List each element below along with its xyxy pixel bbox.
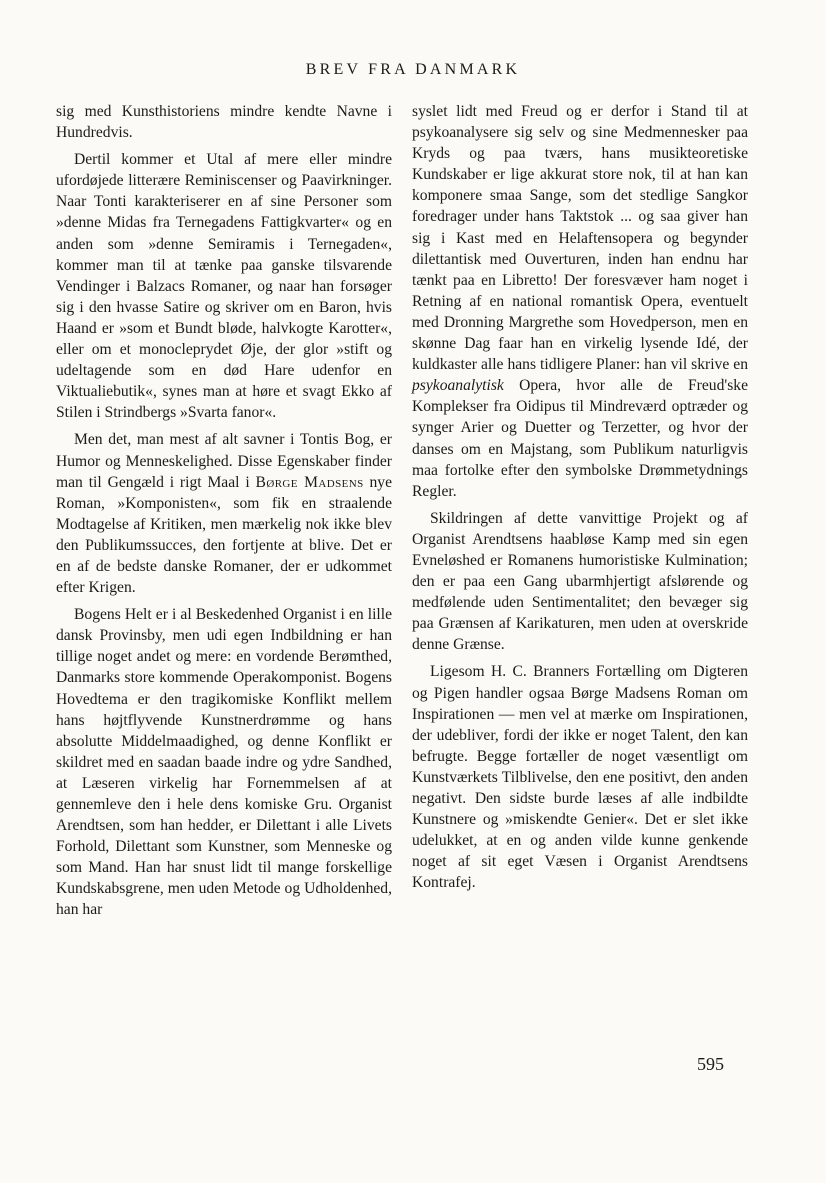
paragraph: Bogens Helt er i al Beskedenhed Organist i en lille dansk Provinsby, men udi egen Indbildning er han tillige noget andet og mere: en vordende Berømthed, Danmarks store kommende Operakomponist. Bogens Hovedtema er den tragikomiske Konflikt mellem hans højtflyvende Kunstnerdrømme og hans absolutte Middelmaadighed, og denne Konflikt er skildret med en saadan baade indre og ydre Sandhed, at Læseren virkelig har Fornemmelsen af at gennemleve den i hele dens komiske Gru. Organist Arendtsen, som han hedder, er Dilettant i alle Livets Forhold, Dilettant som Kunstner, som Menneske og som Mand. Han har snust lidt til mange forskellige Kundskabsgrene, men uden Metode og Udholdenhed, han har — [56, 606, 392, 919]
author-name: Børge Madsens — [255, 473, 364, 491]
page-number: 595 — [697, 1054, 724, 1074]
paragraph-text: syslet lidt med Freud og er derfor i Stand til at psykoanalysere sig selv og sine Medmennesker paa Kryds og paa tværs, hans musikteoretiske Kundskaber er lige akkurat store nok, til at han kan komponere smaa Sange, som det stedlige Sangkor foredrager under hans Taktstok ... og saa giver han sig i Kast med en Helaftensopera og begynder dilettantisk med Ouverturen, inden han endnu har tænkt paa en Libretto! Der foresvæver ham noget i Retning af en national romantisk Opera, eventuelt med Dronning Margrethe som Hovedperson, men en skønne Dag faar han en virkelig lysende Idé, der kuldkaster alle hans tidligere Planer: han vil skrive en — [412, 103, 748, 374]
paragraph: sig med Kunsthistoriens mindre kendte Navne i Hundredvis. — [56, 103, 392, 142]
paragraph — [412, 101, 748, 502]
paragraph-text: nye Roman, »Komponisten«, som fik en straalende Modtagelse af Kritiken, men mærkelig nok ikke blev den Publikumssucces, den fortjente at blive. Det er en af de bedste danske Romaner, der er udkommet efter Krigen. — [56, 473, 392, 597]
paragraph — [56, 429, 392, 598]
right-column — [412, 101, 748, 899]
paragraph: Dertil kommer et Utal af mere eller mindre ufordøjede litterære Reminiscenser og Paavirkninger. Naar Tonti karakteriserer en af sine Personer som »denne Midas fra Ternegadens Fattigkvarter« og en anden som »denne Semiramis i Ternegaden«, kommer man til at tænke paa ganske tilsvarende Vendinger i Balzacs Romaner, og naar han forsøger sig i den hvasse Satire og skriver om en Baron, hvis Haand er »som et Bundt bløde, halvkogte Karotter«, eller om et monocleprydet Øje, der glor »stift og udeltagende som en død Hare udenfor en Viktualiebutik«, synes man at høre et svagt Ekko af Stilen i Strindbergs »Svarta fanor«. — [56, 151, 392, 422]
paragraph-text: Men det, man mest af alt savner i Tontis Bog, er Humor og Menneskelighed. Disse Egenskaber finder man til Gengæld i rigt Maal i — [56, 431, 392, 491]
running-head: BREV FRA DANMARK — [305, 61, 521, 78]
paragraph: Ligesom H. C. Branners Fortælling om Digteren og Pigen handler ogsaa Børge Madsens Roman om Inspirationen — men vel at mærke om Inspirationen, der udebliver, fordi der ikke er noget Talent, den kan befrugte. Begge fortæller de noget væsentligt om Kunstværkets Tilblivelse, den ene positivt, den anden negativt. Den sidste burde læses af alle indbildte Kunstnere og »miskendte Genier«. Det er slet ikke udelukket, at en og anden vilde kunne genkende noget af sit eget Væsen i Organist Arendtsens Kontrafej. — [412, 663, 748, 892]
paragraph-text: Opera, hvor alle de Freud'ske Komplekser fra Oidipus til Mindreværd optræder og synger Arier og Duetter og Terzetter, og hvor der danses om en Majstang, som Publikum naturligvis maa fortolke efter den symbolske Drømmetydnings Regler. — [412, 377, 748, 500]
paragraph: Skildringen af dette vanvittige Projekt og af Organist Arendtsens haabløse Kamp med sin egen Evneløshed er Romanens humoristiske Kulmination; den er paa een Gang ubarmhjertigt afslørende og medfølende uden Sentimentalitet; den bevæger sig paa Grænsen af Karikaturen, men uden at overskride denne Grænse. — [412, 509, 748, 654]
emphasis: psykoanalytisk — [412, 377, 504, 395]
left-column — [56, 101, 392, 927]
